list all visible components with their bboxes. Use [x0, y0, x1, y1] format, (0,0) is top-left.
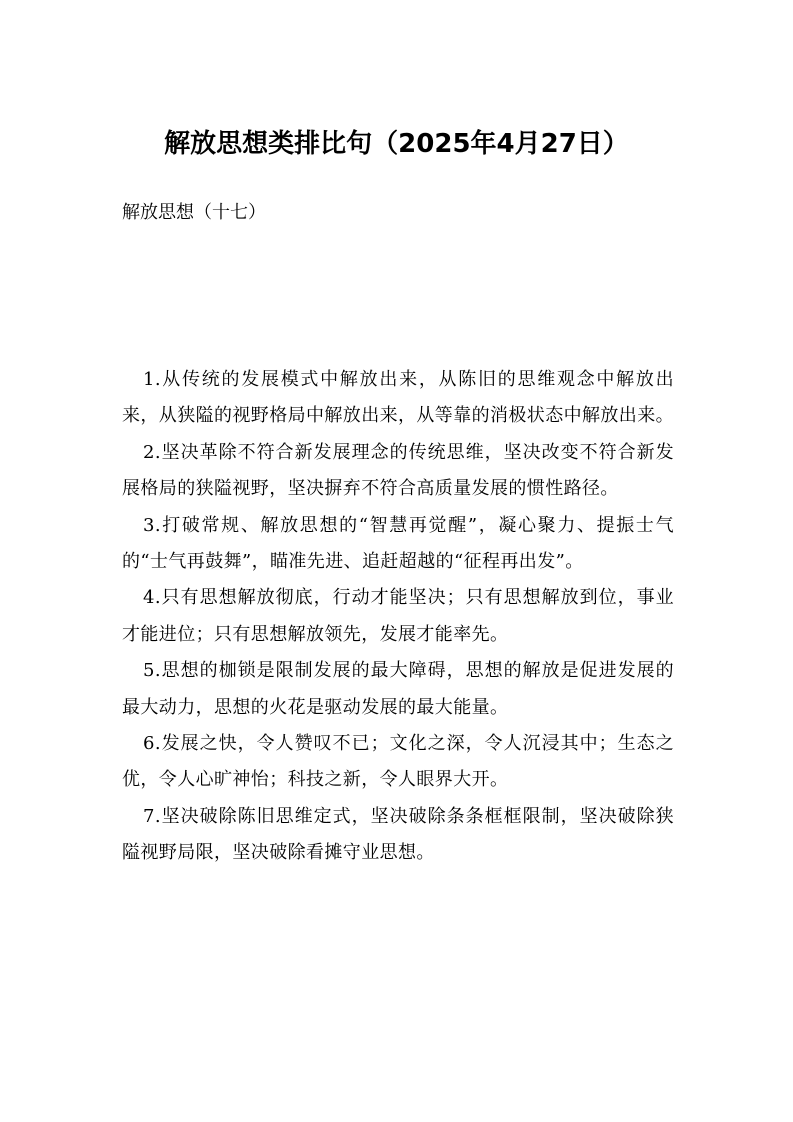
paragraph-4: 4.只有思想解放彻底，行动才能坚决；只有思想解放到位，事业才能进位；只有思想解放领先，发展才能率先。 [122, 587, 674, 645]
paragraph-list [122, 362, 674, 872]
paragraph-1: 1.从传统的发展模式中解放出来，从陈旧的思维观念中解放出来，从狭隘的视野格局中解放出来，从等靠的消极状态中解放出来。 [122, 369, 674, 427]
paragraph-6: 6.发展之快，令人赞叹不已；文化之深，令人沉浸其中；生态之优，令人心旷神怡；科技之新，令人眼界大开。 [122, 733, 674, 791]
paragraph-2: 2.坚决革除不符合新发展理念的传统思维，坚决改变不符合新发展格局的狭隘视野，坚决摒弃不符合高质量发展的惯性路径。 [122, 441, 674, 500]
paragraph-7: 7.坚决破除陈旧思维定式，坚决破除条条框框限制，坚决破除狭隘视野局限，坚决破除看摊守业思想。 [122, 805, 674, 864]
paragraph-3: 3.打破常规、解放思想的“智慧再觉醒”，凝心聚力、提振士气的“士气再鼓舞”，瞄准先进、追赶超越的“征程再出发”。 [122, 514, 674, 573]
paragraph-5: 5.思想的枷锁是限制发展的最大障碍，思想的解放是促进发展的最大动力，思想的火花是驱动发展的最大能量。 [122, 660, 674, 718]
document-title: 解放思想类排比句（2025年4月27日） [164, 129, 629, 159]
document-subtitle: 解放思想（十七） [122, 202, 266, 223]
